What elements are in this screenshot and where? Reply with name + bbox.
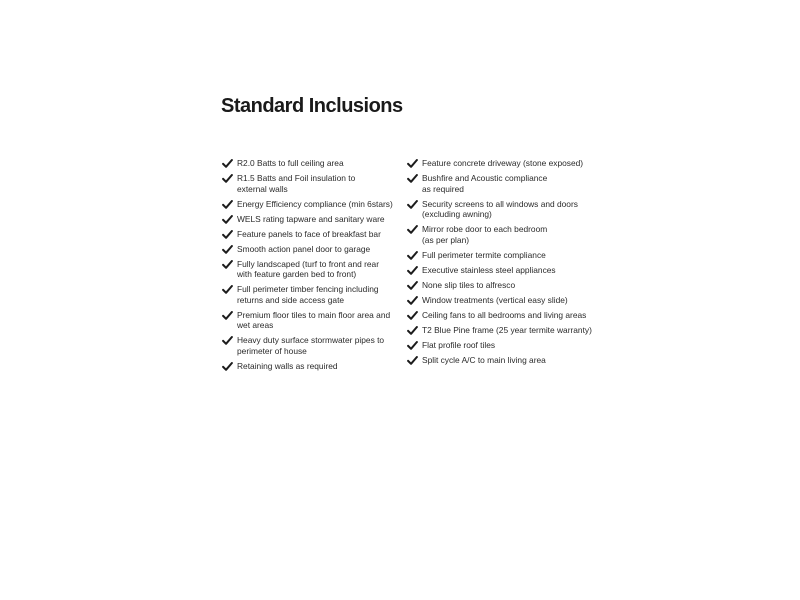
check-icon <box>407 325 418 336</box>
check-icon <box>222 284 233 295</box>
inclusion-item <box>222 259 402 280</box>
check-icon <box>222 173 233 184</box>
inclusion-item-text: Fully landscaped (turf to front and rear with feature garden bed to front) <box>237 258 379 280</box>
inclusion-item <box>222 284 402 305</box>
inclusion-item <box>407 265 597 276</box>
inclusion-item <box>407 310 597 321</box>
inclusion-item-text: Energy Efficiency compliance (min 6stars) <box>237 198 393 209</box>
inclusion-item-text: Feature concrete driveway (stone exposed) <box>422 158 584 168</box>
inclusion-item-text: T2 Blue Pine frame (25 year termite warranty) <box>422 324 592 335</box>
check-icon <box>407 158 418 169</box>
inclusion-item-text: Smooth action panel door to garage <box>237 243 371 254</box>
inclusion-item <box>222 158 402 169</box>
inclusion-item-text: Heavy duty surface stormwater pipes to perimeter of house <box>237 335 385 356</box>
inclusion-item <box>222 173 402 194</box>
check-icon <box>407 199 418 210</box>
check-icon <box>407 224 418 235</box>
inclusion-item <box>407 295 597 306</box>
inclusion-item-text: R1.5 Batts and Foil insulation to external walls <box>237 172 356 194</box>
check-icon <box>222 259 233 270</box>
inclusion-item-text: None slip tiles to alfresco <box>422 279 516 290</box>
check-icon <box>222 229 233 240</box>
check-icon <box>222 335 233 346</box>
inclusion-item-text: WELS rating tapware and sanitary ware <box>237 213 385 224</box>
inclusion-item-text: Executive stainless steel appliances <box>422 264 556 275</box>
inclusion-item <box>407 280 597 291</box>
inclusion-item-text: Window treatments (vertical easy slide) <box>422 294 568 305</box>
inclusion-item-text: Bushfire and Acoustic compliance as required <box>422 172 548 194</box>
inclusions-list-left <box>222 158 402 376</box>
inclusion-item-text: Premium floor tiles to main floor area and wet areas <box>237 309 391 331</box>
check-icon <box>222 310 233 321</box>
inclusion-item-text: Mirror robe door to each bedroom (as per plan) <box>422 224 548 245</box>
inclusion-item <box>222 244 402 255</box>
check-icon <box>407 250 418 261</box>
inclusion-item <box>222 199 402 210</box>
inclusion-item <box>222 361 402 372</box>
inclusion-item <box>407 250 597 261</box>
inclusion-item-text: Feature panels to face of breakfast bar <box>237 228 381 239</box>
inclusion-item <box>222 214 402 225</box>
page-title: Standard Inclusions <box>221 95 403 117</box>
check-icon <box>407 280 418 291</box>
inclusion-item <box>222 335 402 356</box>
inclusion-item-text: R2.0 Batts to full ceiling area <box>237 158 344 168</box>
check-icon <box>407 265 418 276</box>
check-icon <box>407 310 418 321</box>
inclusion-item <box>407 173 597 194</box>
inclusion-item <box>222 229 402 240</box>
inclusion-item <box>407 340 597 351</box>
check-icon <box>407 173 418 184</box>
inclusion-item-text: Flat profile roof tiles <box>422 339 496 350</box>
inclusion-item <box>407 355 597 366</box>
check-icon <box>222 199 233 210</box>
inclusion-item <box>407 158 597 169</box>
check-icon <box>222 214 233 225</box>
check-icon <box>222 244 233 255</box>
inclusion-item-text: Full perimeter timber fencing including returns and side access gate <box>237 284 379 305</box>
inclusion-item-text: Retaining walls as required <box>237 360 338 371</box>
check-icon <box>407 355 418 366</box>
inclusion-item-text: Ceiling fans to all bedrooms and living areas <box>422 309 587 320</box>
inclusions-list-right <box>407 158 597 370</box>
inclusion-item-text: Full perimeter termite compliance <box>422 249 546 260</box>
check-icon <box>222 158 233 169</box>
inclusion-item-text: Split cycle A/C to main living area <box>422 354 546 365</box>
inclusion-item-text: Security screens to all windows and doors (excluding awning) <box>422 198 578 220</box>
check-icon <box>222 361 233 372</box>
check-icon <box>407 340 418 351</box>
inclusion-item <box>222 310 402 331</box>
inclusion-item <box>407 224 597 245</box>
inclusion-item <box>407 325 597 336</box>
check-icon <box>407 295 418 306</box>
inclusion-item <box>407 199 597 220</box>
